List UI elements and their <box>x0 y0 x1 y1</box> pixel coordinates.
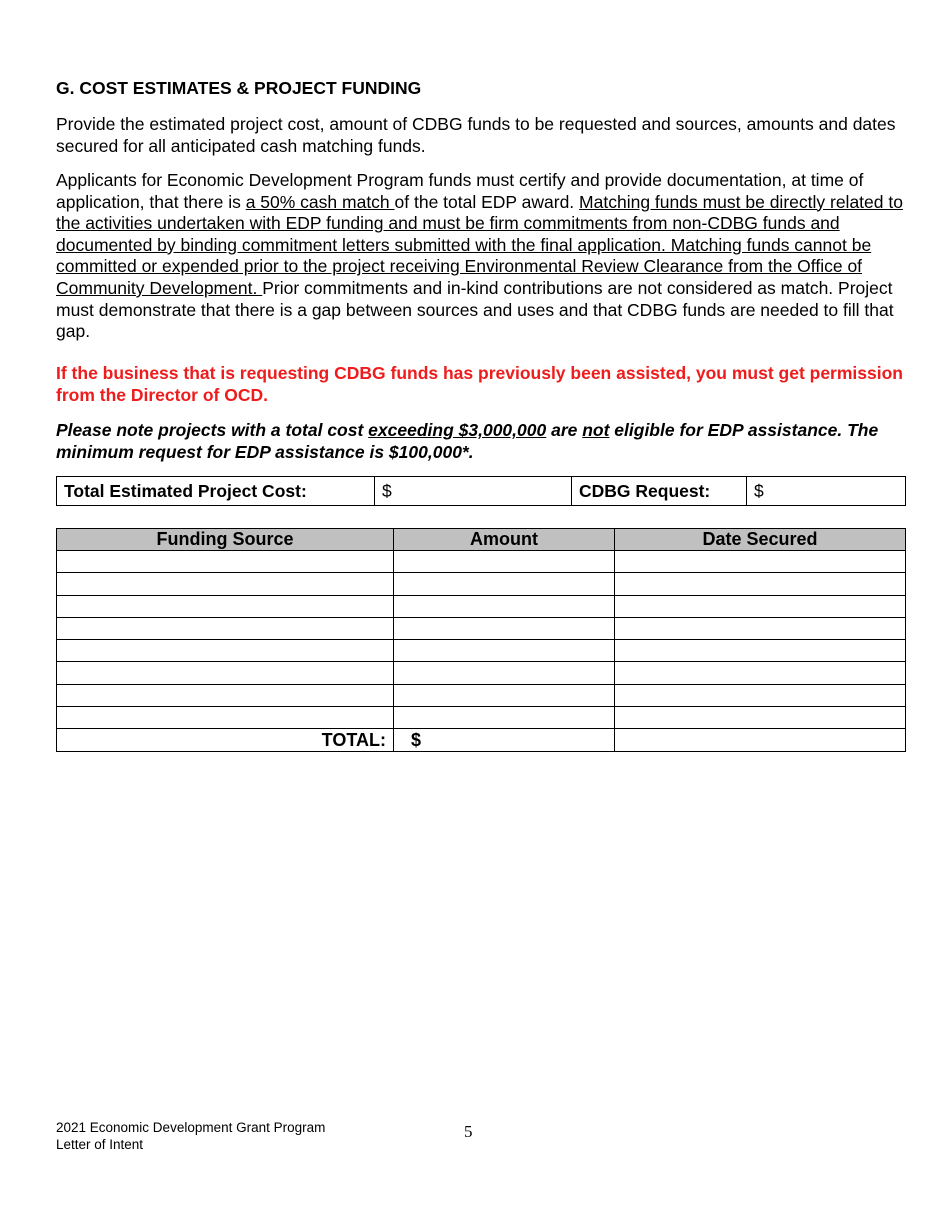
amount-cell[interactable] <box>394 662 615 684</box>
match-text-2: of the total EDP award. <box>394 191 580 212</box>
page-number: 5 <box>464 1122 473 1141</box>
amount-cell[interactable] <box>394 617 615 639</box>
table-row <box>57 551 906 573</box>
date-secured-header: Date Secured <box>615 529 906 551</box>
exceeding-amount-underlined: exceeding $3,000,000 <box>368 420 547 440</box>
table-row <box>57 684 906 706</box>
funding-source-cell[interactable] <box>57 684 394 706</box>
table-row <box>57 617 906 639</box>
funding-sources-table <box>56 528 906 752</box>
note-text-1: Please note projects with a total cost <box>56 420 369 440</box>
footer-line-1: 2021 Economic Development Grant Program <box>56 1120 326 1135</box>
footer-program-title <box>56 1120 325 1153</box>
table-row <box>57 573 906 595</box>
amount-cell[interactable] <box>394 573 615 595</box>
total-label: TOTAL: <box>57 729 394 751</box>
table-row <box>57 707 906 729</box>
total-cost-label: Total Estimated Project Cost: <box>57 477 375 506</box>
date-secured-cell[interactable] <box>615 595 906 617</box>
date-secured-cell[interactable] <box>615 684 906 706</box>
note-text-2: are <box>546 420 583 440</box>
amount-header: Amount <box>394 529 615 551</box>
match-text-3: Prior commitments and in-kind contributions are not considered as match. Project must demonstrate that there is a gap between sources and uses and that CDBG funds are needed to fill that gap. <box>56 277 894 342</box>
funding-source-cell[interactable] <box>57 640 394 662</box>
matching-funds-underlined: Matching funds must be directly related to the activities undertaken with EDP funding and must be firm commitments from non-CDBG funds and documented by binding commitment letters submitted with the final application. Matching funds cannot be committed or expended prior to the project receiving Environmental Review Clearance from the Office of Community Development. <box>56 191 903 298</box>
match-text-1: Applicants for Economic Development Program funds must certify and provide documentation, at time of application, that there is <box>56 170 864 212</box>
not-underlined: not <box>582 420 610 440</box>
cost-summary-table <box>56 476 906 506</box>
prior-assistance-warning: If the business that is requesting CDBG funds has previously been assisted, you must get permission from the Director of OCD. <box>56 363 903 405</box>
amount-cell[interactable] <box>394 551 615 573</box>
table-row <box>57 595 906 617</box>
intro-paragraph: Provide the estimated project cost, amount of CDBG funds to be requested and sources, amounts and dates secured for all anticipated cash matching funds. <box>56 114 896 156</box>
funding-source-cell[interactable] <box>57 573 394 595</box>
amount-cell[interactable] <box>394 707 615 729</box>
match-requirements-paragraph <box>56 170 908 343</box>
funding-source-cell[interactable] <box>57 551 394 573</box>
funding-source-cell[interactable] <box>57 707 394 729</box>
table-row <box>57 640 906 662</box>
total-amount-cell[interactable]: $ <box>394 729 615 751</box>
footer-line-2: Letter of Intent <box>56 1136 144 1152</box>
date-secured-cell[interactable] <box>615 662 906 684</box>
funding-source-header: Funding Source <box>57 529 394 551</box>
cost-limit-note <box>56 420 916 463</box>
cdbg-request-label: CDBG Request: <box>572 477 747 506</box>
date-secured-cell[interactable] <box>615 617 906 639</box>
note-text-3: eligible for EDP assistance. The minimum request for EDP assistance is $100,000*. <box>56 420 879 462</box>
cdbg-request-field[interactable]: $ <box>747 477 906 506</box>
funding-source-cell[interactable] <box>57 617 394 639</box>
date-secured-cell[interactable] <box>615 551 906 573</box>
table-row <box>57 662 906 684</box>
amount-cell[interactable] <box>394 684 615 706</box>
date-secured-cell[interactable] <box>615 573 906 595</box>
section-heading: G. COST ESTIMATES & PROJECT FUNDING <box>56 78 422 98</box>
funding-source-cell[interactable] <box>57 662 394 684</box>
amount-cell[interactable] <box>394 595 615 617</box>
total-row <box>57 729 906 751</box>
date-secured-cell[interactable] <box>615 707 906 729</box>
funding-source-cell[interactable] <box>57 595 394 617</box>
total-cost-field[interactable]: $ <box>375 477 572 506</box>
date-secured-cell[interactable] <box>615 640 906 662</box>
amount-cell[interactable] <box>394 640 615 662</box>
cash-match-underlined: a 50% cash match <box>245 191 395 212</box>
total-date-cell[interactable] <box>615 729 906 751</box>
